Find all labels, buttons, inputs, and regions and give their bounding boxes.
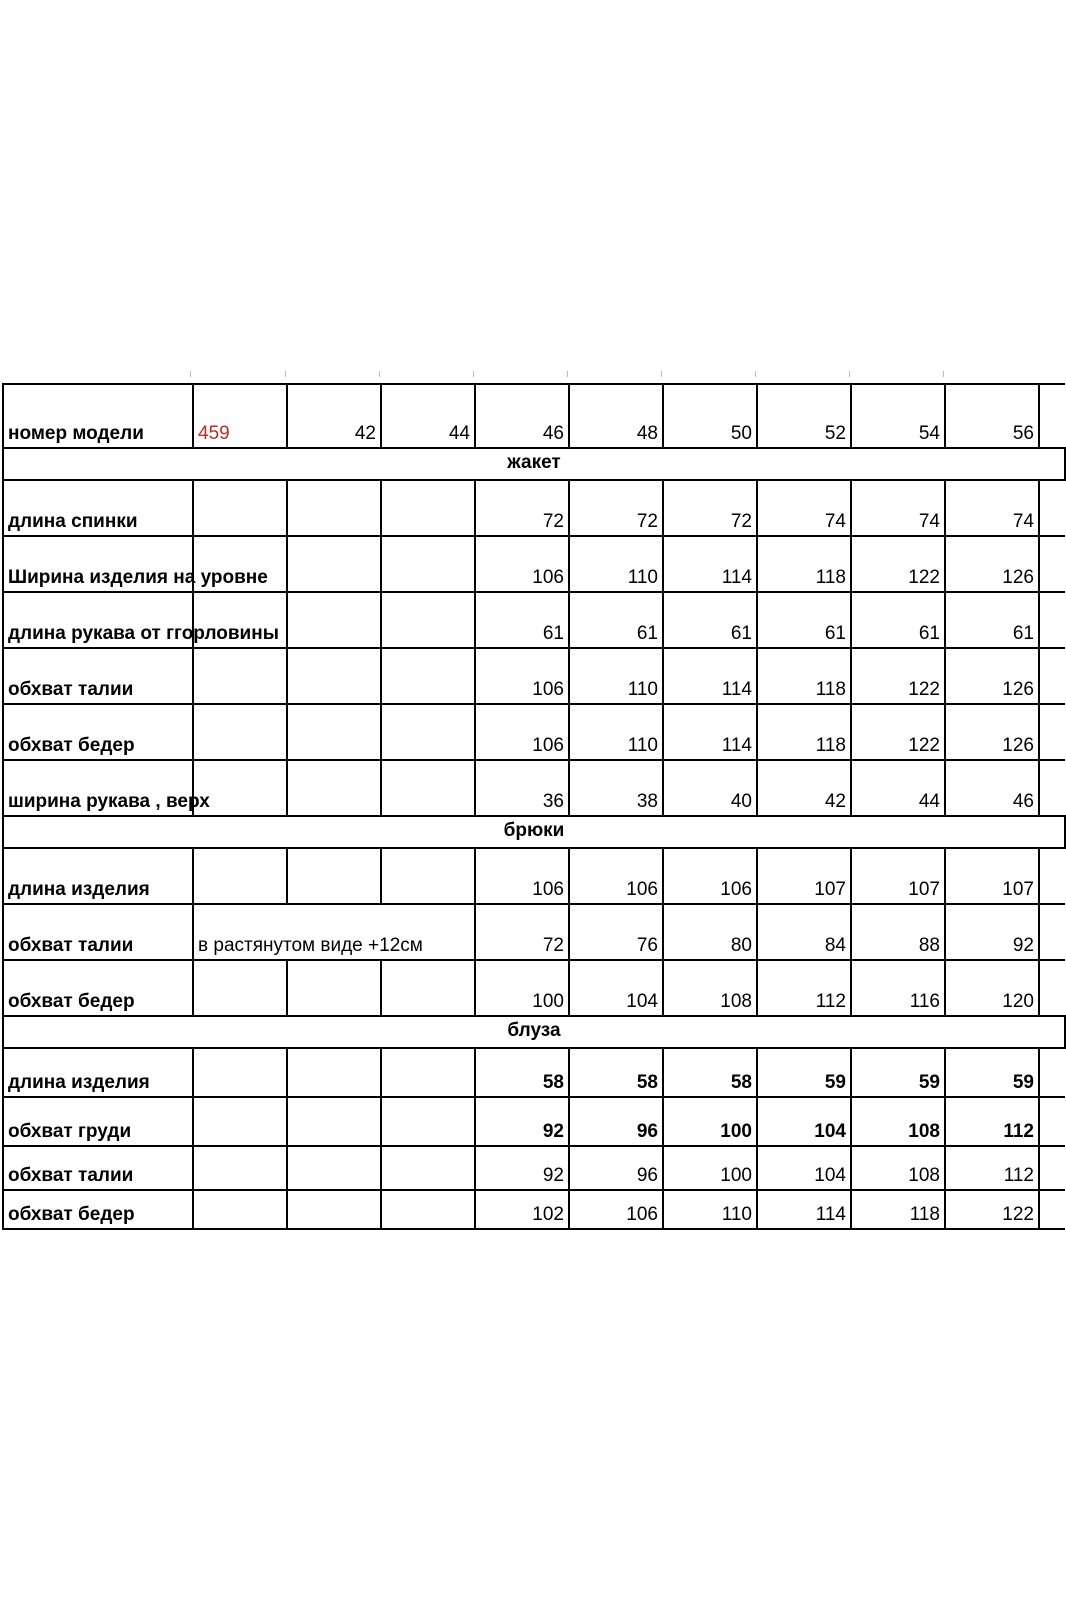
- value-cell: 36: [475, 760, 569, 816]
- value-cell: [287, 536, 381, 592]
- value-cell: 120: [945, 960, 1039, 1016]
- row-label: обхват бедер: [3, 1190, 193, 1229]
- value-cell: 100: [475, 960, 569, 1016]
- empty-cell: [1039, 760, 1065, 816]
- empty-cell: [193, 480, 287, 536]
- column-tick: [190, 371, 191, 377]
- value-cell: 106: [475, 848, 569, 904]
- table-row: [3, 848, 1065, 904]
- table-row: [3, 480, 1065, 536]
- sections-body: [3, 448, 1065, 1229]
- empty-cell: [1039, 960, 1065, 1016]
- table-row: [3, 648, 1065, 704]
- column-tick: [755, 371, 756, 377]
- row-label: длина рукава от ггорловины: [3, 592, 193, 648]
- model-number: 459: [193, 384, 287, 448]
- value-cell: 126: [945, 648, 1039, 704]
- table-row: [3, 536, 1065, 592]
- empty-cell: [1039, 1097, 1065, 1146]
- size-cell: 50: [663, 384, 757, 448]
- value-cell: 40: [663, 760, 757, 816]
- value-cell: [381, 1146, 475, 1190]
- size-cell: 54: [851, 384, 945, 448]
- value-cell: 110: [569, 648, 663, 704]
- value-cell: [287, 1048, 381, 1097]
- value-cell: [287, 760, 381, 816]
- value-cell: 61: [851, 592, 945, 648]
- empty-cell: [1039, 592, 1065, 648]
- column-tick: [943, 371, 944, 377]
- value-cell: 108: [851, 1097, 945, 1146]
- empty-cell: [1039, 648, 1065, 704]
- empty-cell: [193, 1190, 287, 1229]
- value-cell: [287, 592, 381, 648]
- value-cell: 61: [757, 592, 851, 648]
- value-cell: 110: [569, 704, 663, 760]
- value-cell: 61: [475, 592, 569, 648]
- value-cell: [381, 760, 475, 816]
- empty-cell: [1039, 904, 1065, 960]
- value-cell: 92: [945, 904, 1039, 960]
- row-label: Ширина изделия на уровне: [3, 536, 193, 592]
- column-tick: [567, 371, 568, 377]
- size-chart-sheet: [2, 383, 1066, 1230]
- value-cell: 112: [757, 960, 851, 1016]
- value-cell: 126: [945, 704, 1039, 760]
- table-row: [3, 1146, 1065, 1190]
- value-cell: [287, 960, 381, 1016]
- empty-cell: [193, 848, 287, 904]
- value-cell: 122: [851, 536, 945, 592]
- value-cell: 114: [663, 704, 757, 760]
- value-cell: 58: [663, 1048, 757, 1097]
- column-tick: [661, 371, 662, 377]
- column-tick: [849, 371, 850, 377]
- value-cell: 106: [475, 648, 569, 704]
- row-label: обхват талии: [3, 904, 193, 960]
- value-cell: [381, 592, 475, 648]
- value-cell: 122: [945, 1190, 1039, 1229]
- value-cell: 72: [475, 904, 569, 960]
- value-cell: [381, 480, 475, 536]
- value-cell: 106: [475, 536, 569, 592]
- table-row: [3, 760, 1065, 816]
- value-cell: [381, 648, 475, 704]
- empty-cell: [1039, 848, 1065, 904]
- row-label: обхват бедер: [3, 704, 193, 760]
- value-cell: 58: [475, 1048, 569, 1097]
- value-cell: [287, 1146, 381, 1190]
- value-cell: 100: [663, 1097, 757, 1146]
- value-cell: 108: [663, 960, 757, 1016]
- value-cell: 61: [663, 592, 757, 648]
- table-row: [3, 1048, 1065, 1097]
- value-cell: 106: [569, 848, 663, 904]
- value-cell: 80: [663, 904, 757, 960]
- section-title: брюки: [3, 816, 1065, 848]
- empty-cell: [193, 648, 287, 704]
- table-row: [3, 1190, 1065, 1229]
- value-cell: 122: [851, 648, 945, 704]
- section-header-row: [3, 816, 1065, 848]
- row-label: длина изделия: [3, 1048, 193, 1097]
- value-cell: [287, 648, 381, 704]
- value-cell: 106: [569, 1190, 663, 1229]
- value-cell: 92: [475, 1146, 569, 1190]
- value-cell: [381, 1190, 475, 1229]
- value-cell: [381, 848, 475, 904]
- value-cell: 61: [569, 592, 663, 648]
- value-cell: 104: [569, 960, 663, 1016]
- empty-cell: [1039, 1048, 1065, 1097]
- column-tick: [285, 371, 286, 377]
- row-label: обхват груди: [3, 1097, 193, 1146]
- value-cell: [381, 1048, 475, 1097]
- value-cell: 107: [851, 848, 945, 904]
- row-label: обхват талии: [3, 1146, 193, 1190]
- value-cell: 88: [851, 904, 945, 960]
- size-cell: 48: [569, 384, 663, 448]
- value-cell: 118: [851, 1190, 945, 1229]
- table-row: [3, 960, 1065, 1016]
- value-cell: 46: [945, 760, 1039, 816]
- size-cell: 46: [475, 384, 569, 448]
- section-header-row: [3, 448, 1065, 480]
- value-cell: 92: [475, 1097, 569, 1146]
- value-cell: 44: [851, 760, 945, 816]
- value-cell: [287, 480, 381, 536]
- value-cell: 76: [569, 904, 663, 960]
- value-cell: 112: [945, 1146, 1039, 1190]
- header-row: [3, 384, 1065, 448]
- empty-cell: [193, 1097, 287, 1146]
- row-label: длина спинки: [3, 480, 193, 536]
- size-cell: 52: [757, 384, 851, 448]
- value-cell: 107: [945, 848, 1039, 904]
- value-cell: 107: [757, 848, 851, 904]
- value-cell: 96: [569, 1146, 663, 1190]
- value-cell: [287, 1190, 381, 1229]
- size-chart-table: [2, 383, 1066, 1230]
- value-cell: 114: [663, 536, 757, 592]
- value-cell: 118: [757, 648, 851, 704]
- empty-cell: [193, 704, 287, 760]
- empty-cell: [193, 1048, 287, 1097]
- row-label: ширина рукава , верх: [3, 760, 193, 816]
- column-tick: [473, 371, 474, 377]
- value-cell: 118: [757, 704, 851, 760]
- empty-cell: [1039, 1190, 1065, 1229]
- value-cell: [287, 848, 381, 904]
- section-header-row: [3, 1016, 1065, 1048]
- value-cell: 72: [475, 480, 569, 536]
- table-row: [3, 1097, 1065, 1146]
- value-cell: 100: [663, 1146, 757, 1190]
- table-row: [3, 592, 1065, 648]
- row-note: в растянутом виде +12см: [193, 904, 475, 960]
- value-cell: 72: [569, 480, 663, 536]
- section-title: блуза: [3, 1016, 1065, 1048]
- value-cell: 84: [757, 904, 851, 960]
- row-label: обхват талии: [3, 648, 193, 704]
- value-cell: 126: [945, 536, 1039, 592]
- value-cell: 106: [663, 848, 757, 904]
- value-cell: 122: [851, 704, 945, 760]
- value-cell: 110: [663, 1190, 757, 1229]
- value-cell: [381, 704, 475, 760]
- value-cell: 104: [757, 1146, 851, 1190]
- empty-cell: [1039, 480, 1065, 536]
- value-cell: 59: [757, 1048, 851, 1097]
- value-cell: 72: [663, 480, 757, 536]
- value-cell: 38: [569, 760, 663, 816]
- row-label: длина изделия: [3, 848, 193, 904]
- size-cell: 42: [287, 384, 381, 448]
- value-cell: 114: [757, 1190, 851, 1229]
- value-cell: 108: [851, 1146, 945, 1190]
- header-label: номер модели: [3, 384, 193, 448]
- value-cell: 104: [757, 1097, 851, 1146]
- empty-cell: [1039, 704, 1065, 760]
- value-cell: 114: [663, 648, 757, 704]
- value-cell: 59: [851, 1048, 945, 1097]
- value-cell: [381, 1097, 475, 1146]
- value-cell: 110: [569, 536, 663, 592]
- value-cell: [381, 960, 475, 1016]
- empty-cell: [1039, 384, 1065, 448]
- column-tick: [379, 371, 380, 377]
- value-cell: [287, 1097, 381, 1146]
- value-cell: 61: [945, 592, 1039, 648]
- value-cell: 58: [569, 1048, 663, 1097]
- value-cell: 74: [757, 480, 851, 536]
- empty-cell: [1039, 536, 1065, 592]
- value-cell: 106: [475, 704, 569, 760]
- value-cell: 96: [569, 1097, 663, 1146]
- value-cell: 118: [757, 536, 851, 592]
- value-cell: [287, 704, 381, 760]
- value-cell: [381, 536, 475, 592]
- empty-cell: [1039, 1146, 1065, 1190]
- size-cell: 56: [945, 384, 1039, 448]
- section-title: жакет: [3, 448, 1065, 480]
- value-cell: 102: [475, 1190, 569, 1229]
- empty-cell: [193, 1146, 287, 1190]
- empty-cell: [193, 960, 287, 1016]
- table-row: [3, 904, 1065, 960]
- size-cell: 44: [381, 384, 475, 448]
- value-cell: 59: [945, 1048, 1039, 1097]
- value-cell: 74: [945, 480, 1039, 536]
- value-cell: 116: [851, 960, 945, 1016]
- value-cell: 74: [851, 480, 945, 536]
- value-cell: 112: [945, 1097, 1039, 1146]
- row-label: обхват бедер: [3, 960, 193, 1016]
- table-row: [3, 704, 1065, 760]
- value-cell: 42: [757, 760, 851, 816]
